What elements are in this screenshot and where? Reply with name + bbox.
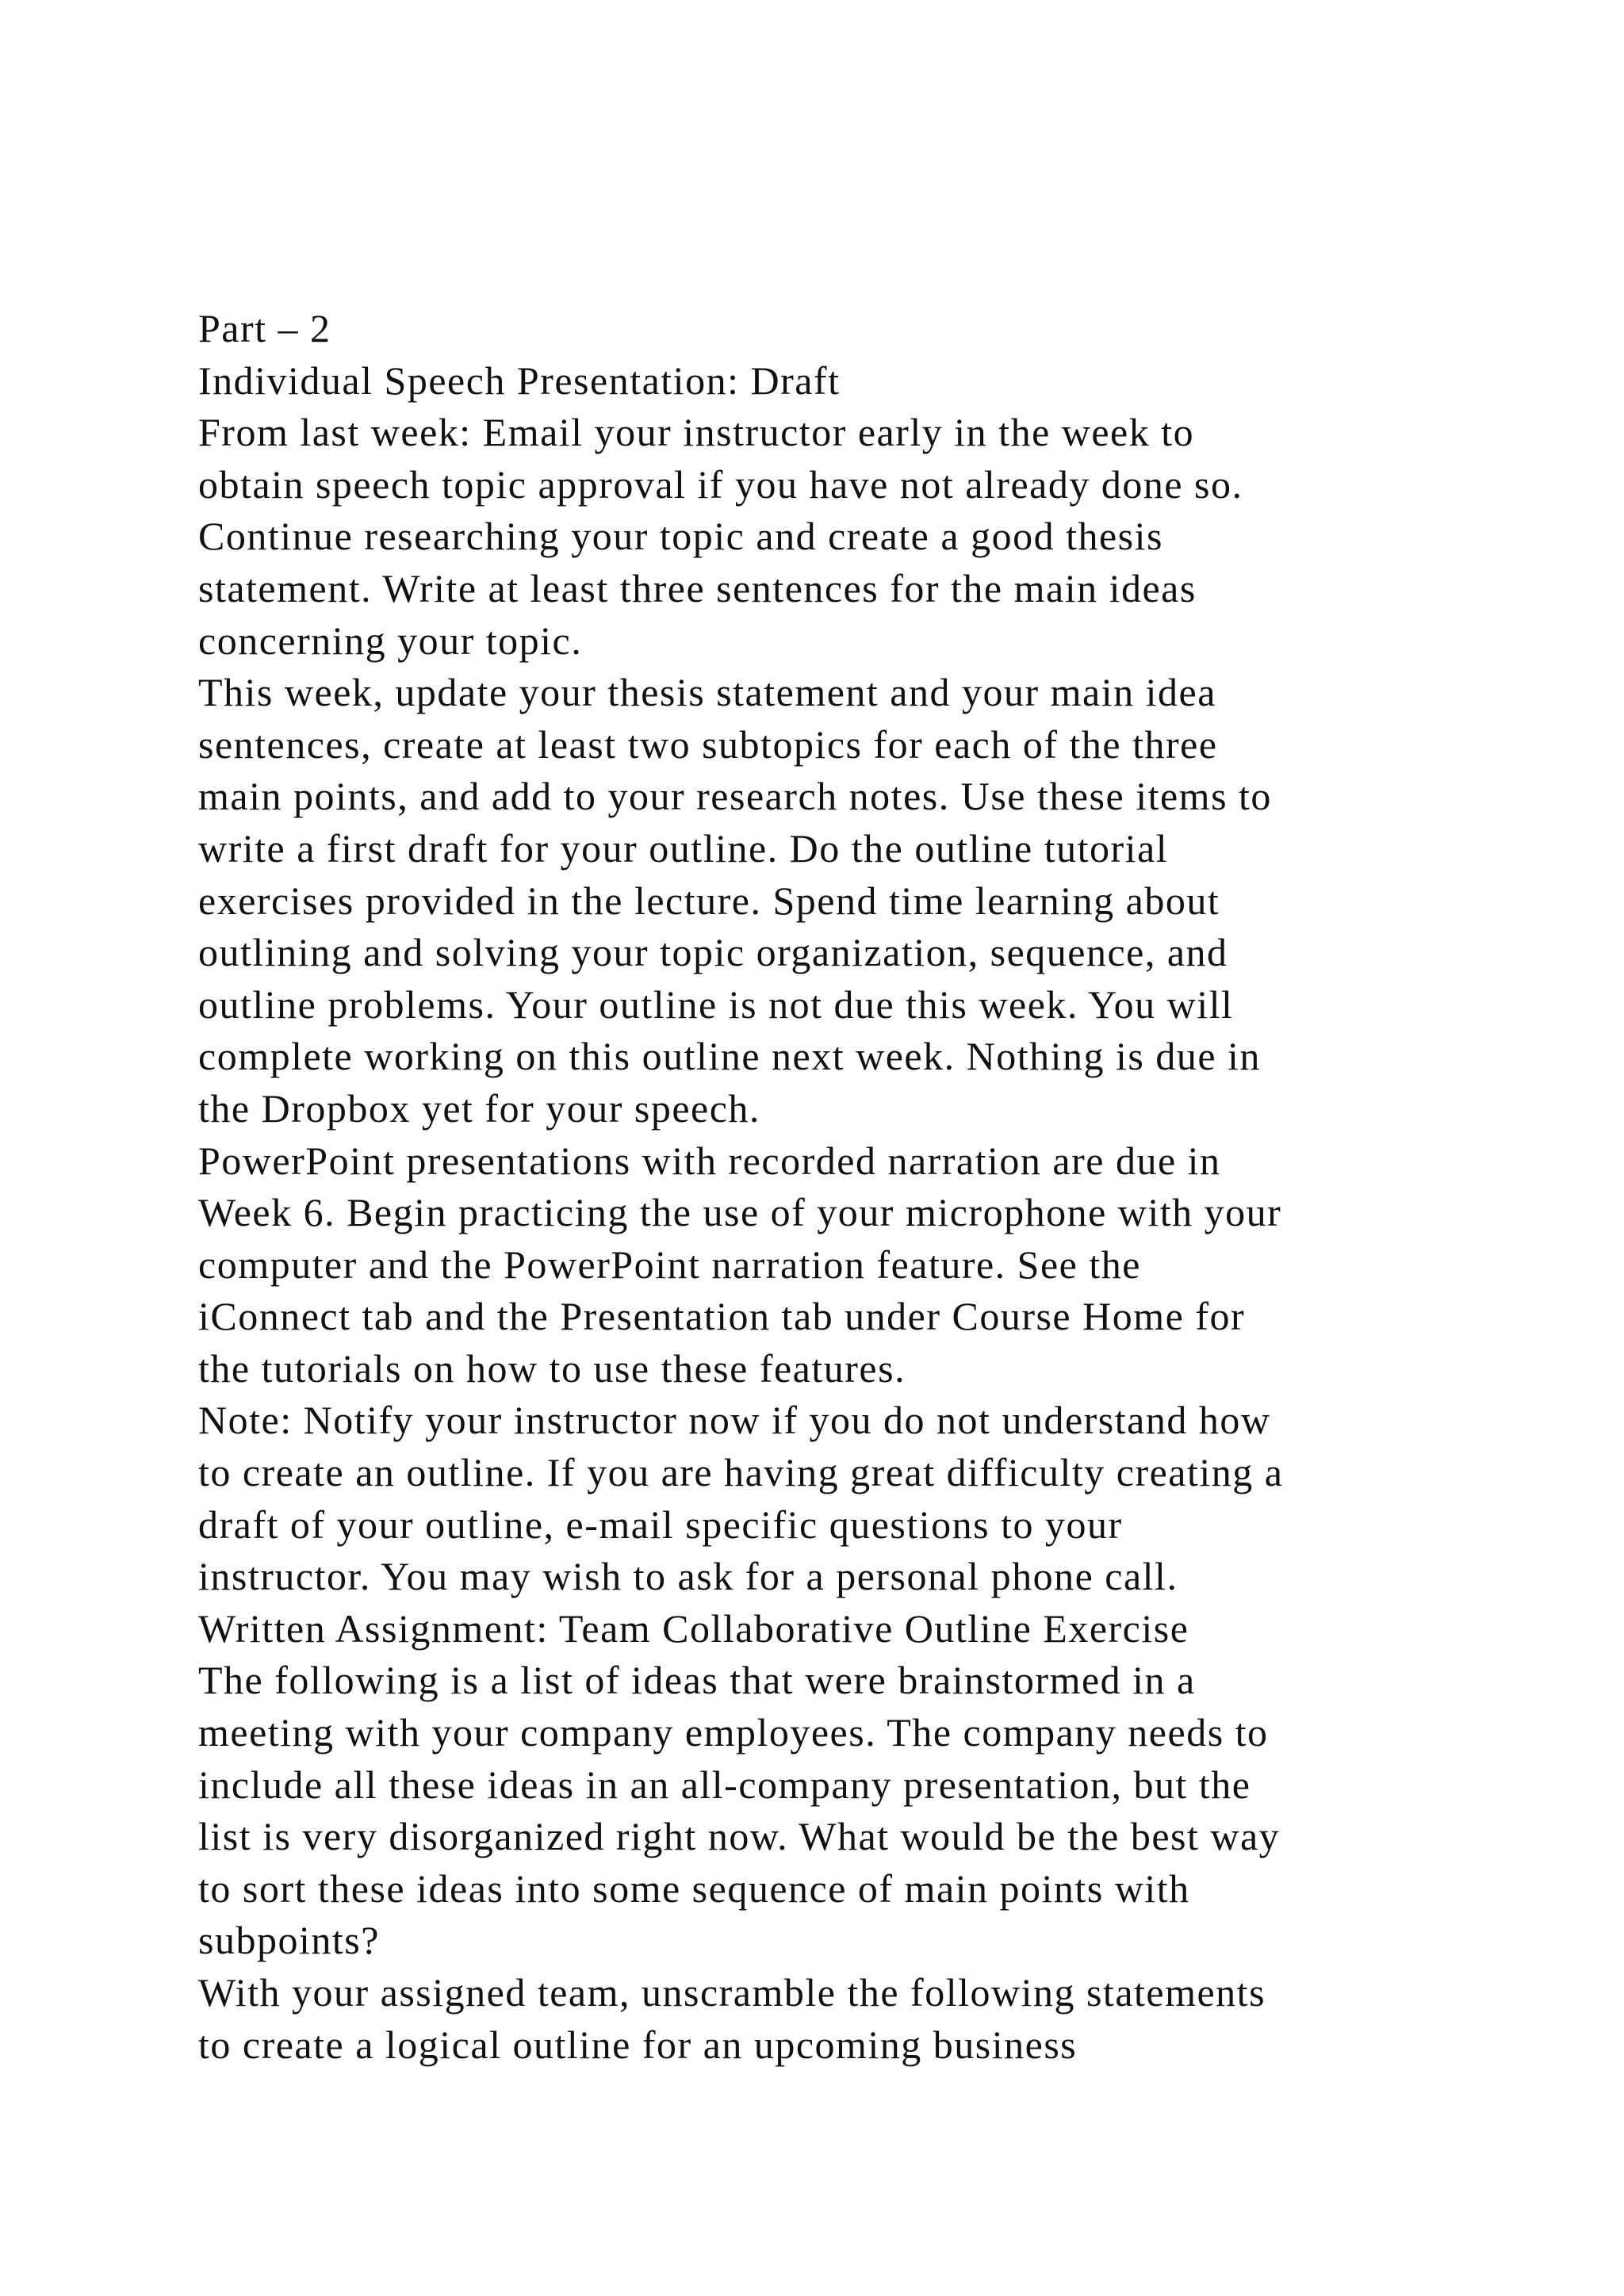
text-line-15: complete working on this outline next week. Nothing is due in [198,1034,1261,1079]
text-line-33: With your assigned team, unscramble the following statements [198,1970,1266,2015]
text-line-24: draft of your outline, e-mail specific questions to your [198,1502,1123,1547]
text-line-6: statement. Write at least three sentences for the main ideas [198,565,1197,610]
text-line-1: Part – 2 [198,306,331,350]
text-line-30: list is very disorganized right now. What would be the best way [198,1814,1281,1859]
text-line-23: to create an outline. If you are having great difficulty creating a [198,1450,1284,1495]
text-line-34: to create a logical outline for an upcoming business [198,2022,1078,2067]
text-line-13: outlining and solving your topic organization, sequence, and [198,930,1228,975]
text-line-20: iConnect tab and the Presentation tab under Course Home for [198,1294,1246,1339]
text-line-29: include all these ideas in an all-company presentation, but the [198,1762,1251,1807]
text-line-26: Written Assignment: Team Collaborative Outline Exercise [198,1605,1189,1651]
text-line-28: meeting with your company employees. The company needs to [198,1710,1269,1755]
text-line-7: concerning your topic. [198,618,583,663]
text-line-11: write a first draft for your outline. Do the outline tutorial [198,825,1169,871]
text-line-19: computer and the PowerPoint narration feature. See the [198,1242,1141,1287]
text-line-4: obtain speech topic approval if you have not already done so. [198,461,1243,507]
text-line-14: outline problems. Your outline is not due this week. You will [198,982,1234,1027]
text-line-18: Week 6. Begin practicing the use of your microphone with your [198,1190,1282,1235]
text-line-2: Individual Speech Presentation: Draft [198,358,841,403]
text-line-31: to sort these ideas into some sequence of main points with [198,1866,1190,1911]
text-line-8: This week, update your thesis statement and your main idea [198,670,1216,715]
text-line-32: subpoints? [198,1918,380,1963]
text-line-16: the Dropbox yet for your speech. [198,1085,760,1131]
text-line-10: main points, and add to your research notes. Use these items to [198,774,1272,819]
text-line-27: The following is a list of ideas that were brainstormed in a [198,1658,1196,1703]
document-body [198,303,1467,2071]
text-line-3: From last week: Email your instructor early in the week to [198,410,1195,455]
text-line-25: instructor. You may wish to ask for a personal phone call. [198,1554,1178,1599]
text-line-12: exercises provided in the lecture. Spend time learning about [198,878,1220,923]
text-line-17: PowerPoint presentations with recorded narration are due in [198,1138,1221,1183]
text-line-21: the tutorials on how to use these features. [198,1345,906,1391]
text-line-9: sentences, create at least two subtopics for each of the three [198,721,1218,767]
text-line-5: Continue researching your topic and create a good thesis [198,514,1163,559]
text-line-22: Note: Notify your instructor now if you do not understand how [198,1398,1271,1443]
